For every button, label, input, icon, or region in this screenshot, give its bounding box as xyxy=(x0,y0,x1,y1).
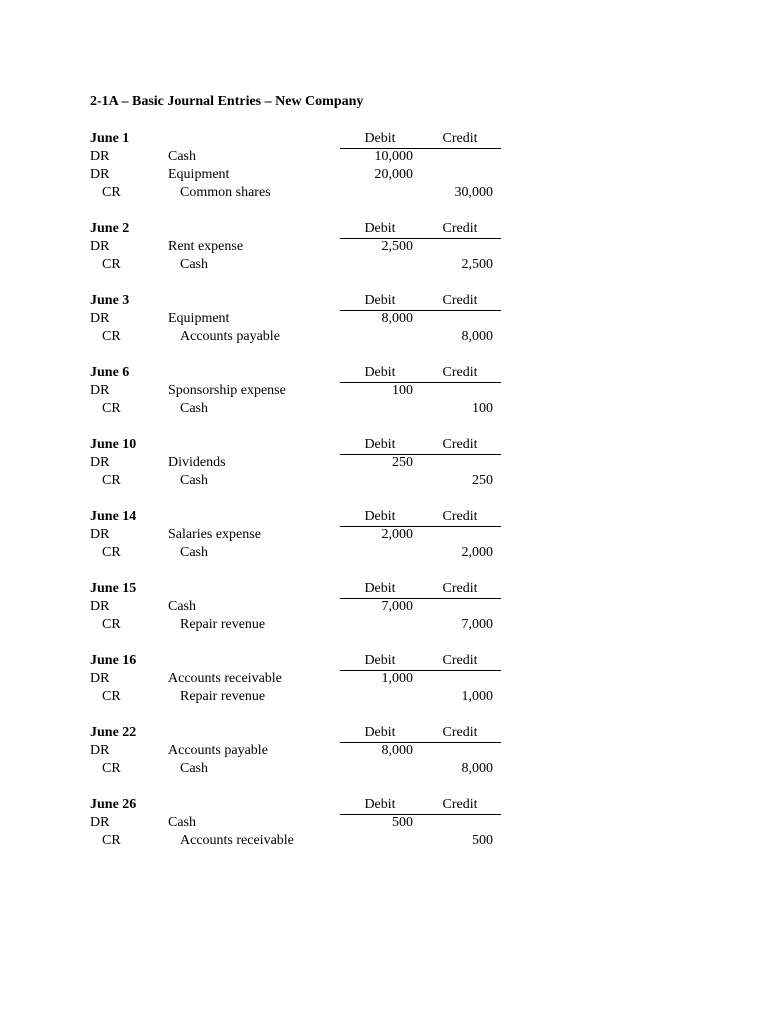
debit-column-header: Debit xyxy=(364,293,396,308)
journal-line xyxy=(90,814,510,832)
account-name: Dividends xyxy=(168,455,226,470)
debit-amount: 8,000 xyxy=(381,743,413,758)
account-name: Cash xyxy=(180,545,208,560)
journal-line xyxy=(90,742,510,760)
credit-column-header: Credit xyxy=(442,365,478,380)
debit-amount: 8,000 xyxy=(381,311,413,326)
debit-amount: 250 xyxy=(392,455,413,470)
journal-line xyxy=(90,544,510,562)
account-name: Cash xyxy=(168,599,196,614)
journal-entry xyxy=(90,130,510,202)
entry-date: June 26 xyxy=(90,797,137,812)
entry-date: June 15 xyxy=(90,581,137,596)
entry-date: June 16 xyxy=(90,653,137,668)
line-side: CR xyxy=(102,329,121,344)
line-side: CR xyxy=(102,617,121,632)
journal-line xyxy=(90,184,510,202)
journal-line xyxy=(90,598,510,616)
credit-amount: 2,500 xyxy=(461,257,493,272)
credit-column-header: Credit xyxy=(442,797,478,812)
entry-date: June 1 xyxy=(90,131,130,146)
line-side: CR xyxy=(102,185,121,200)
credit-column-header: Credit xyxy=(442,725,478,740)
entry-date: June 6 xyxy=(90,365,130,380)
account-name: Equipment xyxy=(168,167,230,182)
journal-line xyxy=(90,454,510,472)
journal-line xyxy=(90,832,510,850)
journal-line xyxy=(90,382,510,400)
debit-column-header: Debit xyxy=(364,725,396,740)
journal-entry xyxy=(90,724,510,796)
entry-date: June 3 xyxy=(90,293,130,308)
account-name: Cash xyxy=(180,401,208,416)
line-side: DR xyxy=(90,239,110,254)
line-side: CR xyxy=(102,545,121,560)
journal-line xyxy=(90,472,510,490)
account-name: Repair revenue xyxy=(180,689,266,704)
journal-line xyxy=(90,328,510,346)
line-side: CR xyxy=(102,833,121,848)
account-name: Cash xyxy=(180,761,208,776)
journal-entry xyxy=(90,796,510,868)
debit-column-header: Debit xyxy=(364,365,396,380)
account-name: Cash xyxy=(180,257,208,272)
debit-column-header: Debit xyxy=(364,131,396,146)
debit-amount: 2,000 xyxy=(381,527,413,542)
journal-entry xyxy=(90,436,510,508)
account-name: Accounts payable xyxy=(180,329,280,344)
account-name: Accounts receivable xyxy=(168,671,282,686)
credit-amount: 250 xyxy=(472,473,493,488)
account-name: Sponsorship expense xyxy=(168,383,286,398)
credit-column-header: Credit xyxy=(442,293,478,308)
line-side: DR xyxy=(90,455,110,470)
credit-amount: 500 xyxy=(472,833,493,848)
credit-amount: 30,000 xyxy=(454,185,493,200)
line-side: DR xyxy=(90,149,110,164)
journal-line xyxy=(90,148,510,166)
journal-line xyxy=(90,400,510,418)
line-side: DR xyxy=(90,527,110,542)
line-side: CR xyxy=(102,401,121,416)
credit-amount: 2,000 xyxy=(461,545,493,560)
line-side: CR xyxy=(102,761,121,776)
credit-column-header: Credit xyxy=(442,509,478,524)
journal-entry xyxy=(90,220,510,292)
line-side: DR xyxy=(90,599,110,614)
account-name: Equipment xyxy=(168,311,230,326)
credit-column-header: Credit xyxy=(442,221,478,236)
credit-column-header: Credit xyxy=(442,581,478,596)
account-name: Accounts payable xyxy=(168,743,268,758)
account-name: Cash xyxy=(180,473,208,488)
credit-amount: 8,000 xyxy=(461,329,493,344)
account-name: Salaries expense xyxy=(168,527,261,542)
entry-date: June 22 xyxy=(90,725,137,740)
line-side: DR xyxy=(90,167,110,182)
debit-amount: 7,000 xyxy=(381,599,413,614)
line-side: CR xyxy=(102,473,121,488)
journal-entry xyxy=(90,580,510,652)
line-side: DR xyxy=(90,311,110,326)
debit-column-header: Debit xyxy=(364,509,396,524)
credit-amount: 8,000 xyxy=(461,761,493,776)
debit-column-header: Debit xyxy=(364,653,396,668)
line-side: DR xyxy=(90,743,110,758)
debit-column-header: Debit xyxy=(364,797,396,812)
account-name: Common shares xyxy=(180,185,271,200)
account-name: Cash xyxy=(168,815,196,830)
line-side: CR xyxy=(102,689,121,704)
journal-line xyxy=(90,526,510,544)
journal-line xyxy=(90,688,510,706)
credit-column-header: Credit xyxy=(442,131,478,146)
debit-amount: 2,500 xyxy=(381,239,413,254)
journal-line xyxy=(90,166,510,184)
account-name: Accounts receivable xyxy=(180,833,294,848)
entry-date: June 10 xyxy=(90,437,137,452)
debit-amount: 500 xyxy=(392,815,413,830)
page-title: 2-1A – Basic Journal Entries – New Company xyxy=(90,94,364,109)
account-name: Cash xyxy=(168,149,196,164)
journal-entry xyxy=(90,292,510,364)
line-side: DR xyxy=(90,815,110,830)
credit-amount: 1,000 xyxy=(461,689,493,704)
line-side: DR xyxy=(90,383,110,398)
credit-column-header: Credit xyxy=(442,653,478,668)
debit-amount: 100 xyxy=(392,383,413,398)
journal-line xyxy=(90,616,510,634)
journal-line xyxy=(90,760,510,778)
journal-line xyxy=(90,670,510,688)
journal-line xyxy=(90,256,510,274)
line-side: CR xyxy=(102,257,121,272)
entry-date: June 2 xyxy=(90,221,130,236)
debit-amount: 10,000 xyxy=(374,149,413,164)
journal-line xyxy=(90,310,510,328)
debit-column-header: Debit xyxy=(364,581,396,596)
debit-column-header: Debit xyxy=(364,437,396,452)
credit-column-header: Credit xyxy=(442,437,478,452)
account-name: Rent expense xyxy=(168,239,244,254)
account-name: Repair revenue xyxy=(180,617,266,632)
debit-amount: 1,000 xyxy=(381,671,413,686)
journal-entry xyxy=(90,508,510,580)
journal-entry xyxy=(90,652,510,724)
entry-date: June 14 xyxy=(90,509,137,524)
credit-amount: 100 xyxy=(472,401,493,416)
journal-entry xyxy=(90,364,510,436)
journal-line xyxy=(90,238,510,256)
credit-amount: 7,000 xyxy=(461,617,493,632)
debit-amount: 20,000 xyxy=(374,167,413,182)
line-side: DR xyxy=(90,671,110,686)
debit-column-header: Debit xyxy=(364,221,396,236)
